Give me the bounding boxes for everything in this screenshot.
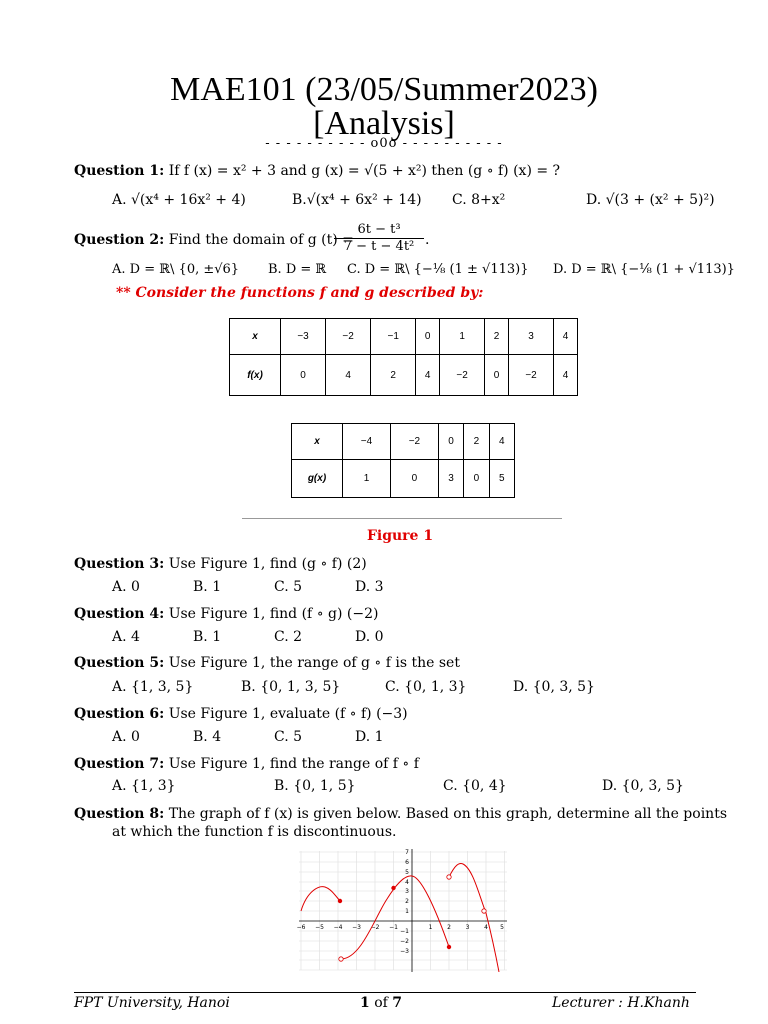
consider-note: ** Consider the functions f and g described by: — [116, 285, 484, 301]
question-label: Question 6: — [74, 706, 165, 722]
question-6 — [74, 706, 408, 722]
table-cell: 4 — [554, 355, 578, 396]
q1-option-a: A. √(x⁴ + 16x² + 4) — [112, 192, 246, 208]
figure-divider — [242, 518, 562, 519]
table-cell: 0 — [464, 460, 489, 498]
page-number — [360, 995, 402, 1011]
q7-option-d: D. {0, 3, 5} — [602, 778, 684, 794]
closed-point — [447, 945, 451, 949]
tick-label: 7 — [405, 849, 409, 856]
current-page: 1 — [360, 995, 370, 1011]
q5-option-d: D. {0, 3, 5} — [513, 679, 595, 695]
q1-option-d: D. √(3 + (x² + 5)²) — [586, 192, 715, 208]
figure-caption: Figure 1 — [366, 528, 434, 544]
q4-option-a: A. 4 — [112, 629, 140, 645]
tick-label: 5 — [500, 924, 504, 931]
question-label: Question 4: — [74, 606, 165, 622]
table-cell: 2 — [464, 424, 489, 460]
table-header-x: x — [230, 319, 281, 355]
table-cell: 4 — [326, 355, 371, 396]
table-cell: 4 — [554, 319, 578, 355]
question-8 — [74, 806, 727, 822]
question-label: Question 7: — [74, 756, 165, 772]
table-cell: 2 — [485, 319, 509, 355]
table-row-x — [292, 424, 515, 460]
table-header-gx: g(x) — [292, 460, 343, 498]
q4-option-c: C. 2 — [274, 629, 303, 645]
curve-segment-3 — [449, 863, 499, 972]
question-text: Use Figure 1, find (g ∘ f) (2) — [168, 556, 367, 572]
table-cell: −1 — [371, 319, 416, 355]
fraction-suffix: . — [425, 232, 430, 248]
q1-option-b: B.√(x⁴ + 6x² + 14) — [292, 192, 422, 208]
table-cell: 0 — [281, 355, 326, 396]
y-tick-labels — [400, 849, 409, 955]
q3-option-d: D. 3 — [355, 579, 384, 595]
question-3 — [74, 556, 367, 572]
table-cell: 0 — [485, 355, 509, 396]
question-8-line2: at which the function f is discontinuous. — [112, 824, 397, 840]
tick-label: 2 — [405, 898, 409, 905]
tick-label: −2 — [400, 938, 409, 945]
tick-label: 1 — [428, 924, 433, 931]
page-of: of — [374, 995, 388, 1011]
tick-label: −6 — [296, 924, 306, 931]
question-label: Question 2: — [74, 232, 165, 248]
tick-label: 4 — [405, 879, 409, 886]
table-row-fx — [230, 355, 578, 396]
question-text: If f (x) = x² + 3 and g (x) = √(5 + x²) then (g ∘ f) (x) = ? — [168, 163, 561, 179]
question-text: Use Figure 1, evaluate (f ∘ f) (−3) — [168, 706, 408, 722]
q2-option-b: B. D = ℝ — [268, 262, 327, 277]
tick-label: −4 — [333, 924, 343, 931]
q5-option-a: A. {1, 3, 5} — [112, 679, 194, 695]
table-cell: 1 — [343, 460, 391, 498]
question-2 — [74, 232, 354, 248]
page-subtitle: [Analysis] — [313, 105, 455, 142]
table-row-gx — [292, 460, 515, 498]
tick-label: 6 — [405, 859, 409, 866]
total-pages: 7 — [392, 995, 403, 1011]
table-cell: 3 — [438, 460, 463, 498]
tick-label: −2 — [370, 924, 380, 931]
table-g — [291, 423, 515, 498]
tick-label: 3 — [465, 924, 470, 931]
q2-option-a: A. D = ℝ\ {0, ±√6} — [112, 262, 240, 277]
tick-label: 2 — [447, 924, 451, 931]
tick-label: 1 — [405, 908, 409, 915]
table-f — [229, 318, 578, 396]
q3-option-b: B. 1 — [193, 579, 222, 595]
table-cell: −3 — [281, 319, 326, 355]
q6-option-b: B. 4 — [193, 729, 222, 745]
q2-option-c: C. D = ℝ\ {−⅛ (1 ± √113)} — [347, 262, 529, 277]
footer-institution: FPT University, Hanoi — [74, 995, 230, 1011]
question-5 — [74, 655, 460, 671]
tick-label: 3 — [405, 888, 409, 895]
title-separator: - - - - - - - - - - o0o - - - - - - - - - - — [265, 136, 503, 151]
question-text: Use Figure 1, the range of g ∘ f is the set — [168, 655, 460, 671]
question-4 — [74, 606, 378, 622]
q3-option-a: A. 0 — [112, 579, 140, 595]
open-point — [339, 957, 343, 961]
q2-option-d: D. D = ℝ\ {−⅛ (1 + √113)} — [553, 262, 735, 277]
table-cell: 4 — [489, 424, 514, 460]
tick-label: −5 — [315, 924, 324, 931]
table-header-fx: f(x) — [230, 355, 281, 396]
closed-point — [391, 886, 395, 890]
question-text: Use Figure 1, find (f ∘ g) (−2) — [168, 606, 379, 622]
tick-label: −1 — [400, 928, 409, 935]
open-point — [482, 909, 486, 913]
table-cell: 3 — [509, 319, 554, 355]
table-cell: −2 — [440, 355, 485, 396]
q6-option-a: A. 0 — [112, 729, 140, 745]
q1-option-c: C. 8+x² — [452, 192, 506, 208]
table-cell: 2 — [371, 355, 416, 396]
footer-left — [74, 995, 230, 1011]
tick-label: −1 — [389, 924, 398, 931]
q7-option-c: C. {0, 4} — [443, 778, 507, 794]
q4-option-b: B. 1 — [193, 629, 222, 645]
curve-segment-1 — [301, 887, 340, 911]
table-cell: −4 — [343, 424, 391, 460]
question-label: Question 8: — [74, 806, 165, 822]
q6-option-c: C. 5 — [274, 729, 303, 745]
question-label: Question 5: — [74, 655, 165, 671]
fraction-numerator: 6t − t³ — [334, 222, 424, 239]
q7-option-b: B. {0, 1, 5} — [274, 778, 356, 794]
fraction-denominator: 7 − t − 4t² — [343, 239, 415, 254]
footer-lecturer: Lecturer : H.Khanh — [552, 995, 690, 1011]
question-7 — [74, 756, 419, 772]
function-graph — [295, 847, 510, 972]
table-cell: −2 — [326, 319, 371, 355]
page-title: MAE101 (23/05/Summer2023) — [170, 71, 598, 108]
question-label: Question 3: — [74, 556, 165, 572]
question-text: Find the domain of g (t) = — [168, 232, 354, 248]
table-cell: 4 — [416, 355, 440, 396]
footer-rule — [74, 992, 696, 993]
question-1 — [74, 163, 560, 179]
tick-label: 5 — [405, 869, 409, 876]
closed-point — [338, 899, 342, 903]
q3-option-c: C. 5 — [274, 579, 303, 595]
table-cell: 5 — [489, 460, 514, 498]
q7-option-a: A. {1, 3} — [112, 778, 176, 794]
open-point — [447, 875, 451, 879]
table-cell: −2 — [509, 355, 554, 396]
table-cell: 0 — [438, 424, 463, 460]
q5-option-c: C. {0, 1, 3} — [385, 679, 467, 695]
tick-label: −3 — [352, 924, 361, 931]
question-text: Use Figure 1, find the range of f ∘ f — [168, 756, 419, 772]
question-label: Question 1: — [74, 163, 165, 179]
table-header-x: x — [292, 424, 343, 460]
table-cell: 1 — [440, 319, 485, 355]
q6-option-d: D. 1 — [355, 729, 384, 745]
tick-label: 4 — [484, 924, 488, 931]
question-text: The graph of f (x) is given below. Based on this graph, determine all the points — [168, 806, 728, 822]
footer-right — [552, 995, 690, 1011]
q4-option-d: D. 0 — [355, 629, 384, 645]
table-cell: 0 — [416, 319, 440, 355]
fraction — [334, 222, 424, 254]
table-cell: −2 — [390, 424, 438, 460]
tick-label: −3 — [400, 948, 409, 955]
table-row-x — [230, 319, 578, 355]
q5-option-b: B. {0, 1, 3, 5} — [241, 679, 341, 695]
table-cell: 0 — [390, 460, 438, 498]
